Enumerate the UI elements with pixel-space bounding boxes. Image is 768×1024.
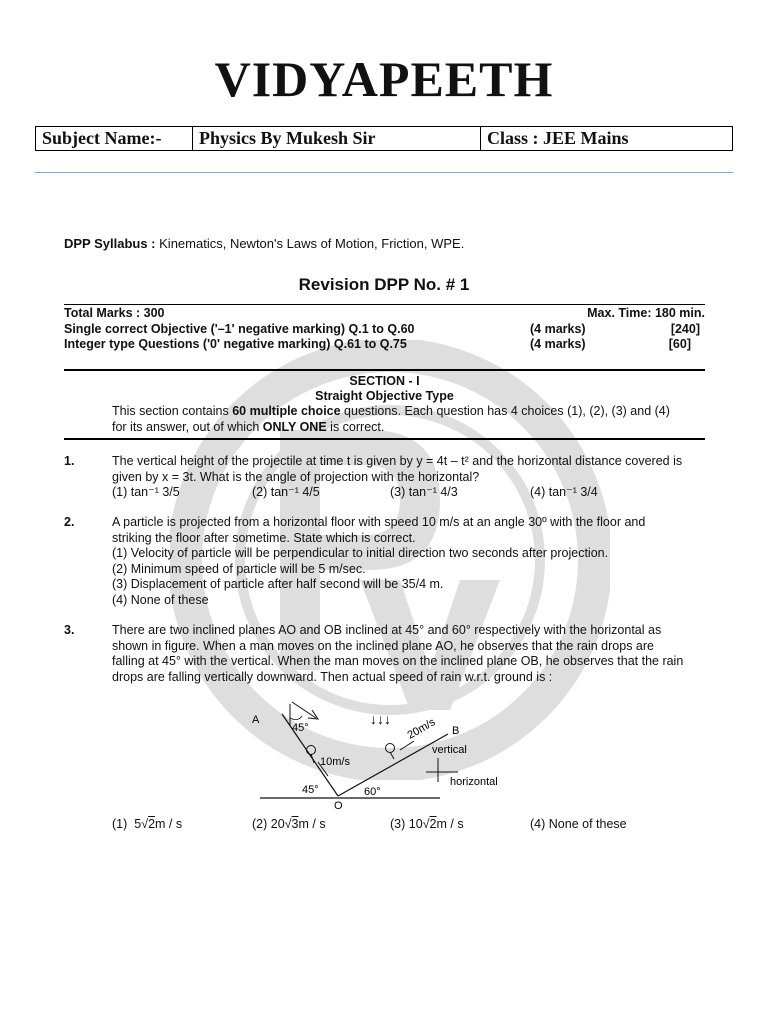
option-unit: m / s (436, 817, 464, 831)
option-radicand: 3 (291, 817, 299, 831)
marks-row-total: [240] (670, 321, 700, 336)
question-line: falling at 45° with the vertical. When the man moves on the inclined plane OB, he observes that the rain (112, 654, 684, 668)
marks-row-label: Single correct Objective ('–1' negative marking) Q.1 to Q.60 (64, 321, 415, 336)
section-title: SECTION - I (349, 374, 420, 388)
marks-row-total: [60] (668, 337, 691, 351)
option: (1) 5√2m / s (112, 817, 183, 831)
man-right-body (390, 752, 394, 759)
option-unit: m / s (155, 817, 183, 831)
option: (3) 10√2m / s (390, 817, 464, 831)
marks-table (64, 306, 705, 353)
question-text (112, 454, 705, 485)
subject-label: Subject Name:- (36, 127, 193, 150)
question-text (112, 623, 705, 685)
marks-row-per: (4 marks) (530, 321, 586, 336)
marks-row-label: Integer type Questions ('0' negative marking) Q.61 to Q.75 (64, 337, 407, 351)
velocity-arrow-right (400, 741, 414, 750)
option: (4) tan⁻¹ 3/4 (530, 485, 598, 499)
question-line: shown in figure. When a man moves on the inclined plane AO, he observes that the rain drops are (112, 638, 654, 653)
section-intro (112, 404, 705, 435)
question-line: The vertical height of the projectile at time t is given by y = 4t – t² and the horizontal distance covered is (112, 454, 683, 468)
marks-row-per: (4 marks) (530, 337, 586, 351)
dpp-title: Revision DPP No. # 1 (298, 275, 470, 294)
intro-text: This section contains (112, 404, 233, 418)
inclined-planes-figure (240, 696, 530, 816)
intro-text: questions. Each question has 4 choices (1), (2), (3) and (4) (340, 404, 670, 418)
syllabus (64, 236, 464, 251)
man-right-head (386, 744, 395, 753)
option: (1) tan⁻¹ 3/5 (112, 485, 180, 499)
label-a: A (252, 714, 260, 726)
option-text: None of these (548, 817, 627, 831)
option-radicand: 2 (429, 817, 437, 831)
intro-text: for its answer, out of which (112, 419, 263, 434)
question-line: There are two inclined planes AO and OB inclined at 45° and 60° respectively with the horizontal as (112, 623, 662, 637)
question-number: 1. (64, 454, 75, 468)
question-line: (2) Minimum speed of particle will be 5 m/sec. (112, 561, 366, 576)
option-coeff: 20 (270, 817, 285, 831)
man-left-body (311, 754, 314, 763)
question-number: 3. (64, 623, 75, 637)
divider (64, 369, 705, 371)
total-marks: Total Marks : 300 (64, 306, 165, 320)
arrow-head (308, 710, 318, 719)
question-line: (3) Displacement of particle after half second will be 35/4 m. (112, 577, 444, 591)
divider (64, 304, 705, 305)
syllabus-label: DPP Syllabus : (64, 236, 156, 251)
axis-horizontal-label: horizontal (450, 776, 498, 788)
option-num: (2) (252, 817, 268, 831)
question-options (112, 817, 705, 833)
angle-top-label: 45° (292, 722, 309, 734)
divider (64, 438, 705, 440)
syllabus-text: Kinematics, Newton's Laws of Motion, Friction, WPE. (159, 236, 465, 251)
rain-down-arrows: ↓↓↓ (370, 711, 391, 727)
man-left-head (307, 746, 316, 755)
option-num: (3) (390, 817, 406, 831)
info-bar (35, 126, 733, 151)
question-number: 2. (64, 515, 75, 529)
class-label: Class : JEE Mains (487, 128, 629, 148)
option: (3) tan⁻¹ 4/3 (390, 485, 458, 499)
section-subtitle: Straight Objective Type (315, 389, 454, 403)
question-line: (1) Velocity of particle will be perpendicular to initial direction two seconds after projection. (112, 546, 609, 560)
question-options (112, 484, 705, 500)
speed-left-label: 10m/s (320, 756, 350, 768)
subject-value: Physics By Mukesh Sir (193, 127, 481, 150)
option-num: (1) (112, 817, 128, 831)
intro-bold: 60 multiple choice (232, 404, 341, 418)
question-text (112, 515, 705, 608)
option: (2) tan⁻¹ 4/5 (252, 485, 320, 499)
max-time: Max. Time: 180 min. (587, 306, 705, 320)
question-line: drops are falling vertically downward. Then actual speed of rain w.r.t. ground is : (112, 669, 553, 684)
option-num: (4) (530, 817, 546, 831)
label-o: O (334, 800, 343, 812)
angle-right-label: 60° (364, 786, 381, 798)
label-b: B (452, 725, 460, 737)
option-radicand: 2 (148, 817, 156, 831)
question-line: striking the floor after sometime. State which is correct. (112, 530, 416, 545)
option-coeff: 10 (408, 817, 423, 831)
intro-bold: ONLY ONE (262, 419, 327, 434)
question-line: A particle is projected from a horizontal floor with speed 10 m/s at an angle 30º with the floor and (112, 515, 646, 529)
option-unit: m / s (298, 817, 326, 831)
angle-arc (290, 716, 302, 720)
speed-right-label: 20m/s (405, 716, 438, 742)
section-header (64, 374, 705, 404)
angle-left-label: 45° (302, 784, 319, 796)
page-title: VIDYAPEETH (214, 51, 554, 107)
question-line: (4) None of these (112, 592, 209, 607)
divider (35, 172, 733, 173)
intro-text: is correct. (326, 419, 385, 434)
option: (2) 20√3m / s (252, 817, 326, 831)
option (530, 817, 627, 831)
question-line: given by x = 3t. What is the angle of projection with the horizontal? (112, 469, 480, 484)
axis-vertical-label: vertical (432, 744, 467, 756)
option-coeff: 5 (134, 817, 142, 831)
